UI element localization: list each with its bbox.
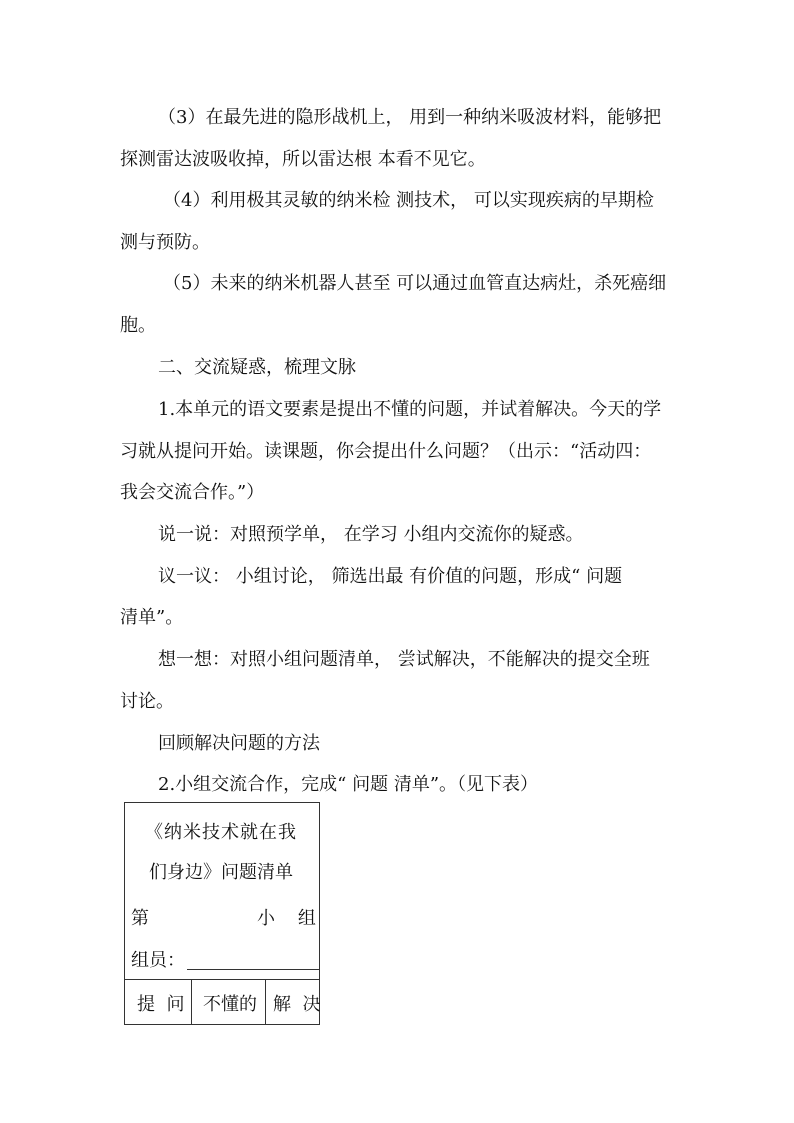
table-title-line-1: 《纳米技术就在我	[145, 822, 297, 843]
step-1-line-2: 习就从提问开始。读课题，你会提出什么问题？（出示：“活动四：	[120, 441, 652, 462]
discuss-line-1: 议一议： 小组讨论， 筛选出最 有价值的问题，形成“ 问题	[158, 566, 623, 587]
paragraph-5-line-2: 胞。	[120, 315, 156, 336]
members-label: 组员：	[131, 950, 185, 971]
table-col-divider-2	[265, 979, 266, 1024]
group-suffix: 小 组	[257, 908, 316, 929]
paragraph-4-line-1: （4）利用极其灵敏的纳米检 测技术， 可以实现疾病的早期检	[163, 190, 654, 211]
question-list-table	[124, 802, 320, 1025]
table-row-divider	[125, 979, 319, 980]
column-header-solve: 解 决	[273, 994, 321, 1015]
review-line: 回顾解决问题的方法	[158, 733, 320, 754]
column-header-unclear: 不懂的	[203, 994, 257, 1015]
members-blank-line	[187, 969, 320, 970]
group-prefix: 第	[131, 908, 149, 929]
discuss-line-2: 清单”。	[120, 607, 184, 628]
column-header-question: 提 问	[137, 994, 185, 1015]
paragraph-3-line-1: （3）在最先进的隐形战机上， 用到一种纳米吸波材料，能够把	[158, 107, 662, 128]
think-line-2: 讨论。	[120, 691, 174, 712]
step-1-line-3: 我会交流合作。”）	[120, 482, 265, 503]
think-line-1: 想一想：对照小组问题清单， 尝试解决，不能解决的提交全班	[158, 649, 650, 670]
step-1-line-1: 1.本单元的语文要素是提出不懂的问题，并试着解决。今天的学	[158, 399, 662, 420]
table-col-divider-1	[191, 979, 192, 1024]
paragraph-4-line-2: 测与预防。	[120, 232, 210, 253]
paragraph-3-line-2: 探测雷达波吸收掉，所以雷达根 本看不见它。	[120, 149, 486, 170]
step-2-line: 2.小组交流合作，完成“ 问题 清单”。（见下表）	[158, 774, 539, 795]
say-line: 说一说：对照预学单， 在学习 小组内交流你的疑惑。	[158, 524, 584, 545]
paragraph-5-line-1: （5）未来的纳米机器人甚至 可以通过血管直达病灶，杀死癌细	[163, 273, 667, 294]
table-title-line-2: 们身边》问题清单	[149, 862, 293, 883]
section-2-heading: 二、交流疑惑，梳理文脉	[158, 357, 356, 378]
